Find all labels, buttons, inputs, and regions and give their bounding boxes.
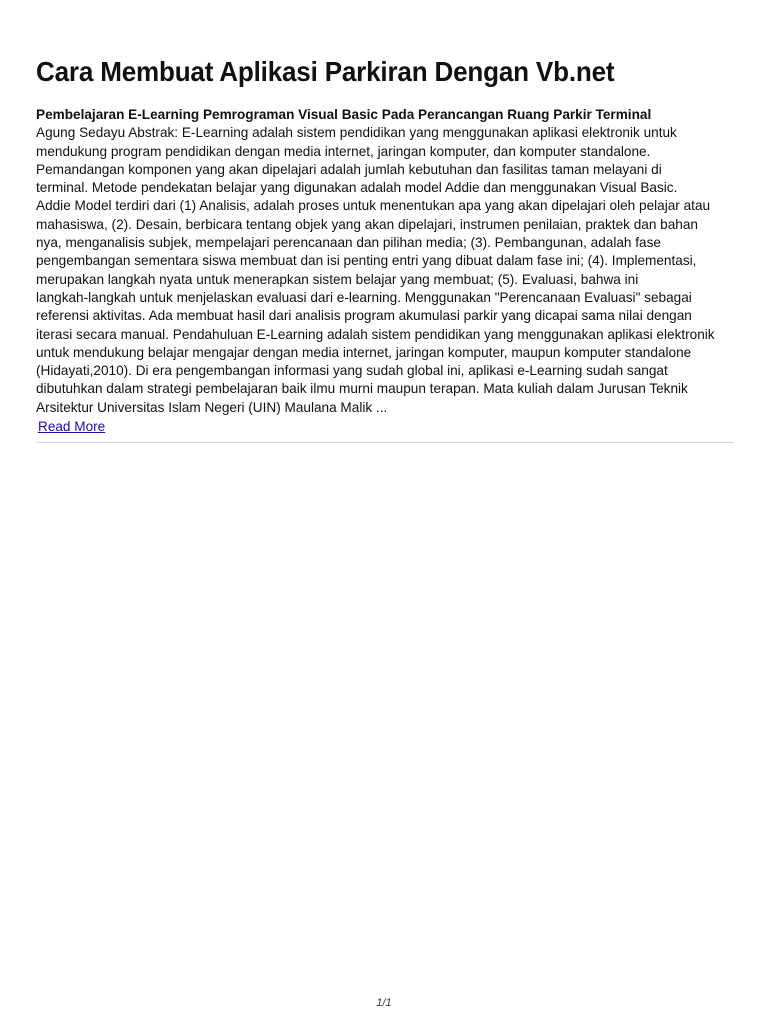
article-body-line: referensi aktivitas. Ada membuat hasil dari analisis program akumulasi parkir yang dicapai sama nilai dengan [36, 308, 692, 324]
divider [36, 442, 734, 443]
read-more-link[interactable]: Read More [38, 419, 106, 435]
article-body-line: (Hidayati,2010). Di era pengembangan informasi yang sudah global ini, aplikasi e-Learning sudah sangat [36, 363, 668, 379]
page-number: 1/1 [376, 997, 392, 1009]
page-title: Cara Membuat Aplikasi Parkiran Dengan Vb.net [36, 56, 615, 87]
article-body-line: untuk mendukung belajar mengajar dengan media internet, jaringan komputer, maupun komputer standalone [36, 344, 692, 360]
article-entry [36, 106, 734, 436]
article-body-line: nya, menganalisis subjek, mempelajari perencanaan dan pilihan media; (3). Pembangunan, adalah fase [36, 235, 661, 251]
article-body-line: Agung Sedayu Abstrak: E-Learning adalah sistem pendidikan yang menggunakan aplikasi elektronik untuk [36, 125, 677, 141]
article-body-line: Arsitektur Universitas Islam Negeri (UIN) Maulana Malik ... [36, 399, 388, 415]
article-body [36, 124, 734, 417]
article-body-line: merupakan langkah nyata untuk menerapkan sistem belajar yang membuat; (5). Evaluasi, bahwa ini [36, 271, 639, 287]
article-body-line: mendukung program pendidikan dengan media internet, jaringan komputer, dan komputer standalone. [36, 143, 651, 159]
article-body-line: Pemandangan komponen yang akan dipelajari adalah jumlah kebutuhan dan fasilitas taman melayani di [36, 161, 662, 177]
article-body-line: pengembangan sementara siswa membuat dan isi penting entri yang dibuat dalam fase ini; (4). Implementasi, [36, 253, 697, 269]
article-body-line: langkah-langkah untuk menjelaskan evaluasi dari e-learning. Menggunakan "Perencanaan Evaluasi" sebagai [36, 289, 692, 305]
article-body-line: mahasiswa, (2). Desain, berbicara tentang objek yang akan dipelajari, instrumen penilaian, praktek dan bahan [36, 216, 698, 232]
article-body-line: Addie Model terdiri dari (1) Analisis, adalah proses untuk menentukan apa yang akan dipelajari oleh pelajar atau [36, 198, 711, 214]
article-body-line: dibutuhkan dalam strategi pembelajaran baik ilmu murni maupun terapan. Mata kuliah dalam Jurusan Teknik [36, 381, 688, 397]
article-body-line: iterasi secara manual. Pendahuluan E-Learning adalah sistem pendidikan yang menggunakan aplikasi elektronik [36, 326, 715, 342]
article-title: Pembelajaran E-Learning Pemrograman Visual Basic Pada Perancangan Ruang Parkir Terminal [36, 107, 652, 122]
article-body-line: terminal. Metode pendekatan belajar yang digunakan adalah model Addie dan menggunakan Visual Basic. [36, 180, 678, 196]
